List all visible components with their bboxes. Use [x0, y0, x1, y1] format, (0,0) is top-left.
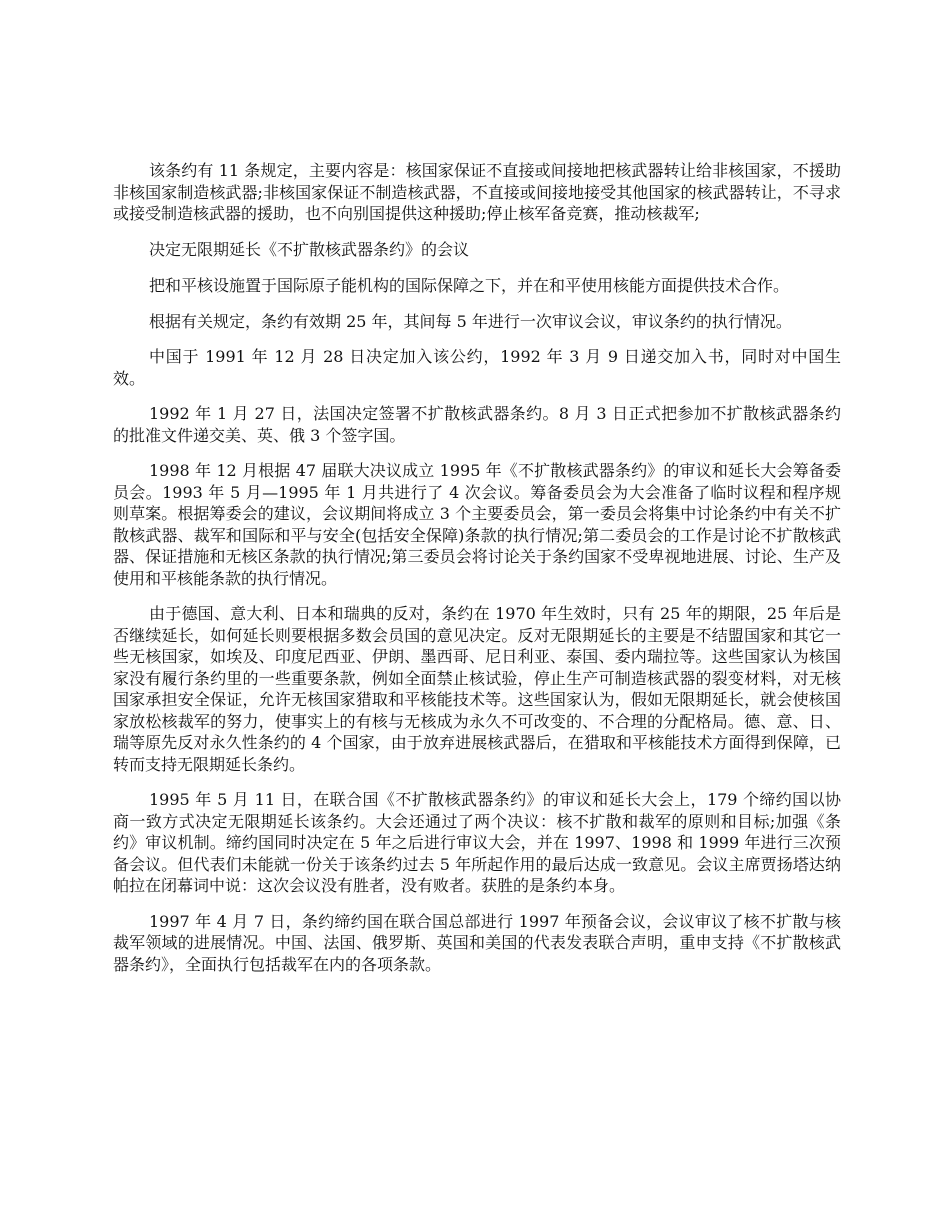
- paragraph-validity-period: 根据有关规定，条约有效期 25 年，其间每 5 年进行一次审议会议，审议条约的执行情况。: [149, 311, 792, 331]
- paragraph-preparatory-committee: 1998 年 12 月根据 47 届联大决议成立 1995 年《不扩散核武器条约》的审议和延长大会筹备委员会。1993 年 5 月—1995 年 1 月共进行了 4 次会议。筹备委员会为大会准备了临时议程和程序规则草案。根据筹委会的建议，会议期间将成立 3 个主要委员会，第一委员会将集中讨论条约中有关不扩散核武器、裁军和国际和平与安全(包括安全保障)条款的执行情况;第二委员会的工作是讨论不扩散核武器、保证措施和无核区条款的执行情况;第三委员会将讨论关于条约国家不受卑视地进展、讨论、生产及使用和平核能条款的执行情况。: [113, 461, 841, 588]
- paragraph-iaea-safeguards: 把和平核设施置于国际原子能机构的国际保障之下，并在和平使用核能方面提供技术合作。: [149, 276, 790, 295]
- paragraph-treaty-provisions: 该条约有 11 条规定，主要内容是：核国家保证不直接或间接地把核武器转让给非核国家，不援助非核国家制造核武器;非核国家保证不制造核武器，不直接或间接地接受其他国家的核武器转让，不寻求或接受制造核武器的援助，也不向别国提供这种援助;停止核军备竞赛，推动核裁军;: [113, 161, 841, 223]
- paragraph-china-accession: 中国于 1991 年 12 月 28 日决定加入该公约，1992 年 3 月 9 日递交加入书，同时对中国生效。: [113, 347, 841, 388]
- paragraph-france-accession: 1992 年 1 月 27 日，法国决定签署不扩散核武器条约。8 月 3 日正式把参加不扩散核武器条约的批准文件递交美、英、俄 3 个签字国。: [113, 404, 841, 445]
- paragraph-extension-debate: 由于德国、意大利、日本和瑞典的反对，条约在 1970 年生效时，只有 25 年的期限，25 年后是否继续延长，如何延长则要根据多数会员国的意见决定。反对无限期延长的主要是不结盟国家和其它一些无核国家，如埃及、印度尼西亚、伊朗、墨西哥、尼日利亚、泰国、委内瑞拉等。这些国家认为核国家没有履行条约里的一些重要条款，例如全面禁止核试验，停止生产可制造核武器的裂变材料，对无核国家承担安全保证，允许无核国家猎取和平核能技术等。这些国家认为，假如无限期延长，就会使核国家放松核裁军的努力，使事实上的有核与无核成为永久不可改变的、不合理的分配格局。德、意、日、瑞等原先反对永久性条约的 4 个国家，由于放弃进展核武器后，在猎取和平核能技术方面得到保障，已转而支持无限期延长条约。: [113, 604, 841, 774]
- paragraph-1997-preparatory-meeting: 1997 年 4 月 7 日，条约缔约国在联合国总部进行 1997 年预备会议，会议审议了核不扩散与核裁军领域的进展情况。中国、法国、俄罗斯、英国和美国的代表发表联合声明，重申支持《不扩散核武器条约》，全面执行包括裁军在内的各项条款。: [113, 911, 841, 974]
- paragraph-conference-heading: 决定无限期延长《不扩散核武器条约》的会议: [149, 239, 470, 259]
- document-body: [113, 160, 841, 989]
- paragraph-1995-conference: 1995 年 5 月 11 日，在联合国《不扩散核武器条约》的审议和延长大会上，179 个缔约国以协商一致方式决定无限期延长该条约。大会还通过了两个决议：核不扩散和裁军的原则和目标;加强《条约》审议机制。缔约国同时决定在 5 年之后进行审议大会，并在 1997、1998 和 1999 年进行三次预备会议。但代表们未能就一份关于该条约过去 5 年所起作用的最后达成一致意见。会议主席贾扬塔达纳帕拉在闭幕词中说：这次会议没有胜者，没有败者。获胜的是条约本身。: [113, 790, 841, 895]
